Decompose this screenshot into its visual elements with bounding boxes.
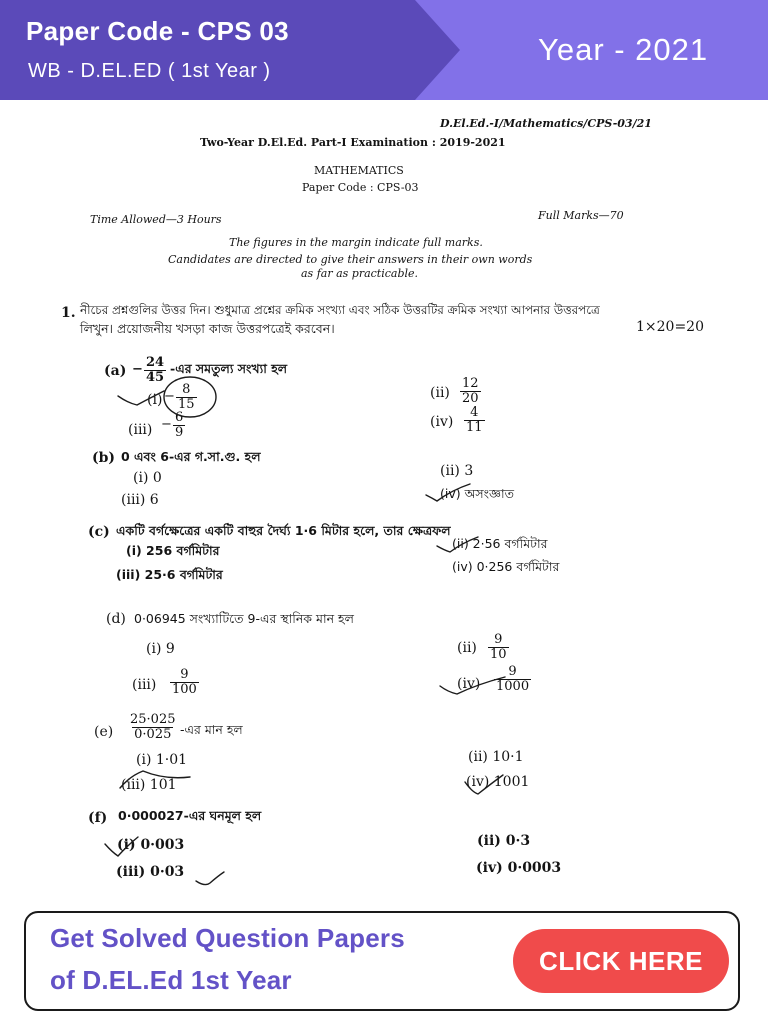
- part-f-text: 0·000027-এর ঘনমূল হল: [118, 808, 262, 823]
- part-a-option-4-fraction: $\frac{4}{11}$: [466, 405, 483, 435]
- paper-code: Paper Code : CPS-03: [302, 181, 419, 194]
- part-c-option-1: (i) 256 বর্গমিটার: [126, 543, 220, 558]
- year-label: Year - 2021: [538, 32, 709, 67]
- instruction-line-1: The figures in the margin indicate full marks.: [229, 236, 483, 249]
- part-a-option-1: (i): [147, 392, 163, 408]
- part-f-option-2: (ii) 0·3: [477, 833, 531, 849]
- question-paper-scan: [0, 100, 768, 905]
- question-instruction-line-1: নীচের প্রশ্নগুলির উত্তর দিন। শুধুমাত্র প্রশ্নের ক্রমিক সংখ্যা এবং সঠিক উত্তরটির ক্রমিক সংখ্যা আপনার উত্তরপত্রে: [80, 303, 600, 317]
- part-e-text: -এর মান হল: [180, 722, 243, 737]
- part-c-option-4: (iv) 0·256 বর্গমিটার: [452, 559, 560, 574]
- part-a-option-3-fraction: − $\frac{6}{9}$: [173, 411, 185, 440]
- part-c-text: একটি বর্গক্ষেত্রের একটি বাহুর দৈর্ঘ্য 1·6 মিটার হলে, তার ক্ষেত্রফল: [116, 523, 451, 538]
- instruction-line-3: as far as practicable.: [301, 267, 419, 280]
- part-b-label: (b): [92, 450, 116, 466]
- part-a-text: -এর সমতুল্য সংখ্যা হল: [170, 361, 288, 376]
- part-d-option-2-fraction: $\frac{9}{10}$: [490, 632, 507, 662]
- part-f-option-4: (iv) 0·0003: [476, 860, 562, 876]
- paper-reference: D.El.Ed.-I/Mathematics/CPS-03/21: [440, 117, 652, 130]
- part-b-option-2: (ii) 3: [440, 463, 474, 479]
- part-b-option-4: (iv) অসংজ্ঞাত: [440, 486, 515, 501]
- part-e-option-3: (iii) 101: [121, 777, 177, 793]
- question-number: 1.: [61, 305, 76, 321]
- part-d-label: (d): [106, 611, 126, 627]
- part-b-text: 0 এবং 6-এর গ.সা.গু. হল: [121, 449, 261, 464]
- part-d-option-2: (ii): [457, 640, 477, 656]
- tick-mark-f3: [196, 872, 224, 885]
- header-left-panel: [0, 0, 460, 100]
- instruction-line-2: Candidates are directed to give their answers in their own words: [168, 253, 533, 266]
- question-marks: 1×20=20: [636, 319, 704, 335]
- part-d-option-3-fraction: $\frac{9}{100}$: [172, 667, 197, 697]
- part-e-label: (e): [94, 724, 114, 740]
- part-d-text: 0·06945 সংখ্যাটিতে 9-এর স্থানিক মান হল: [134, 611, 354, 626]
- part-e-fraction: $\frac{25\cdot 025}{0\cdot 025}$: [130, 712, 176, 742]
- part-e-option-1: (i) 1·01: [136, 752, 188, 768]
- part-a-option-2: (ii): [430, 385, 450, 401]
- header-banner: [0, 0, 768, 100]
- cta-banner: [24, 911, 740, 1011]
- part-d-option-4-fraction: $\frac{9}{1000}$: [496, 664, 530, 694]
- part-a-option-2-fraction: $\frac{12}{20}$: [462, 376, 479, 406]
- cta-text-line-2: of D.EL.Ed 1st Year: [50, 965, 292, 995]
- part-a-option-3: (iii): [128, 422, 153, 438]
- course-subtitle: WB - D.EL.ED ( 1st Year ): [28, 60, 271, 82]
- part-f-option-1: (i) 0·003: [117, 837, 185, 853]
- exam-title: Two-Year D.El.Ed. Part-I Examination : 2019-2021: [200, 136, 506, 149]
- time-allowed: Time Allowed—3 Hours: [90, 213, 222, 226]
- part-b-option-3: (iii) 6: [121, 492, 159, 508]
- full-marks: Full Marks—70: [538, 209, 624, 222]
- part-c-option-2: (ii) 2·56 বর্গমিটার: [452, 536, 548, 551]
- part-e-option-4: (iv) 1001: [466, 774, 530, 790]
- part-a-option-4: (iv): [430, 414, 454, 430]
- paper-code-title: Paper Code - CPS 03: [26, 16, 289, 46]
- part-d-option-1: (i) 9: [146, 641, 175, 657]
- cta-text-line-1: Get Solved Question Papers: [50, 923, 405, 953]
- part-f-label: (f): [88, 810, 108, 826]
- part-d-option-3: (iii): [132, 677, 157, 693]
- subject-title: MATHEMATICS: [314, 164, 404, 177]
- part-e-option-2: (ii) 10·1: [468, 749, 524, 765]
- part-d-option-4: (iv): [457, 676, 481, 692]
- click-here-button[interactable]: CLICK HERE: [513, 929, 729, 993]
- part-b-option-1: (i) 0: [133, 470, 162, 486]
- part-c-option-3: (iii) 25·6 বর্গমিটার: [116, 567, 223, 582]
- part-a-label: (a): [104, 363, 127, 379]
- part-a-option-1-fraction: − $\frac{8}{15}$: [176, 383, 197, 412]
- question-instruction-line-2: লিখুন। প্রয়োজনীয় খসড়া কাজ উত্তরপত্রেই করবেন।: [80, 321, 335, 336]
- part-c-label: (c): [88, 524, 110, 540]
- part-f-option-3: (iii) 0·03: [116, 864, 185, 880]
- part-a-fraction: − $\frac{24}{45}$: [144, 356, 166, 385]
